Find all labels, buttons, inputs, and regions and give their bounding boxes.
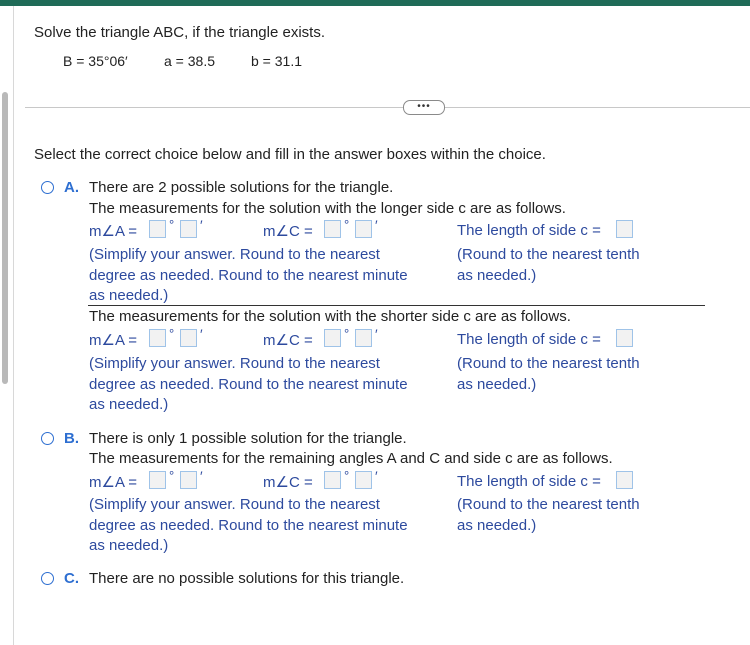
given-side-b: b = 31.1: [251, 53, 302, 69]
a2-simplify-hint-1: (Simplify your answer. Round to the nearest: [89, 355, 380, 372]
a1-degree-symbol: °: [169, 217, 175, 232]
choice-a-shorter-heading: The measurements for the solution with the shorter side c are as follows.: [89, 308, 571, 325]
b-angle-c-degrees-input[interactable]: [324, 471, 341, 489]
a2-simplify-hint-2: degree as needed. Round to the nearest minute: [89, 376, 408, 393]
expand-button[interactable]: •••: [403, 100, 445, 115]
given-side-a: a = 38.5: [164, 53, 215, 69]
a1-side-c-input[interactable]: [616, 220, 633, 238]
a2-side-c-input[interactable]: [616, 329, 633, 347]
a1-angle-a-minutes-input[interactable]: [180, 220, 197, 238]
given-angle-b: B = 35°06′: [63, 53, 128, 69]
choice-a-letter: A.: [64, 179, 79, 196]
a2-angle-a-degrees-input[interactable]: [149, 329, 166, 347]
a2-angle-c-degrees-input[interactable]: [324, 329, 341, 347]
a1-angle-c-label: m∠C =: [263, 223, 313, 240]
top-bar: [0, 0, 750, 6]
a1-minute-symbol-c: ′: [375, 217, 378, 233]
a1-simplify-hint-2: degree as needed. Round to the nearest minute: [89, 267, 408, 284]
a2-angle-a-minutes-input[interactable]: [180, 329, 197, 347]
choice-b-radio[interactable]: [41, 432, 54, 445]
choice-a-text: There are 2 possible solutions for the triangle.: [89, 179, 394, 196]
choice-c-text: There are no possible solutions for this triangle.: [89, 570, 405, 587]
section-divider: [25, 107, 750, 108]
b-angle-c-minutes-input[interactable]: [355, 471, 372, 489]
a2-angle-a-label: m∠A =: [89, 332, 138, 349]
b-side-c-label: The length of side c =: [457, 473, 601, 490]
b-side-c-input[interactable]: [616, 471, 633, 489]
a1-side-c-label: The length of side c =: [457, 222, 601, 239]
a2-side-c-label: The length of side c =: [457, 331, 601, 348]
b-angle-a-minutes-input[interactable]: [180, 471, 197, 489]
a2-degree-symbol-c: °: [344, 326, 350, 341]
a2-round-hint-1: (Round to the nearest tenth: [457, 355, 640, 372]
b-minute-symbol-c: ′: [375, 468, 378, 484]
a1-simplify-hint-3: as needed.): [89, 287, 169, 304]
solution-separator: [88, 305, 705, 306]
a2-minute-symbol: ′: [200, 326, 203, 342]
a1-angle-c-minutes-input[interactable]: [355, 220, 372, 238]
a2-angle-c-label: m∠C =: [263, 332, 313, 349]
a2-round-hint-2: as needed.): [457, 376, 537, 393]
choice-b-text: There is only 1 possible solution for the triangle.: [89, 430, 407, 447]
a1-round-hint-2: as needed.): [457, 267, 537, 284]
choice-b-heading: The measurements for the remaining angles A and C and side c are as follows.: [89, 450, 613, 467]
a2-angle-c-minutes-input[interactable]: [355, 329, 372, 347]
b-simplify-hint-1: (Simplify your answer. Round to the nearest: [89, 496, 380, 513]
a1-degree-symbol-c: °: [344, 217, 350, 232]
b-angle-a-degrees-input[interactable]: [149, 471, 166, 489]
b-minute-symbol: ′: [200, 468, 203, 484]
b-degree-symbol: °: [169, 468, 175, 483]
a2-degree-symbol: °: [169, 326, 175, 341]
b-degree-symbol-c: °: [344, 468, 350, 483]
b-angle-a-label: m∠A =: [89, 474, 138, 491]
choice-c-radio[interactable]: [41, 572, 54, 585]
b-round-hint-1: (Round to the nearest tenth: [457, 496, 640, 513]
scrollbar[interactable]: [0, 88, 10, 388]
choice-b-letter: B.: [64, 430, 79, 447]
choice-a-longer-heading: The measurements for the solution with the longer side c are as follows.: [89, 200, 566, 217]
b-angle-c-label: m∠C =: [263, 474, 313, 491]
instruction-text: Select the correct choice below and fill in the answer boxes within the choice.: [34, 146, 546, 163]
a2-simplify-hint-3: as needed.): [89, 396, 169, 413]
choice-a-radio[interactable]: [41, 181, 54, 194]
a1-angle-a-label: m∠A =: [89, 223, 138, 240]
b-simplify-hint-3: as needed.): [89, 537, 169, 554]
a2-minute-symbol-c: ′: [375, 326, 378, 342]
a1-angle-a-degrees-input[interactable]: [149, 220, 166, 238]
b-round-hint-2: as needed.): [457, 517, 537, 534]
b-simplify-hint-2: degree as needed. Round to the nearest minute: [89, 517, 408, 534]
a1-minute-symbol: ′: [200, 217, 203, 233]
choice-c-letter: C.: [64, 570, 79, 587]
question-prompt: Solve the triangle ABC, if the triangle exists.: [34, 24, 325, 41]
a1-simplify-hint-1: (Simplify your answer. Round to the nearest: [89, 246, 380, 263]
a1-round-hint-1: (Round to the nearest tenth: [457, 246, 640, 263]
scrollbar-thumb[interactable]: [2, 92, 8, 384]
left-border: [13, 6, 14, 645]
a1-angle-c-degrees-input[interactable]: [324, 220, 341, 238]
